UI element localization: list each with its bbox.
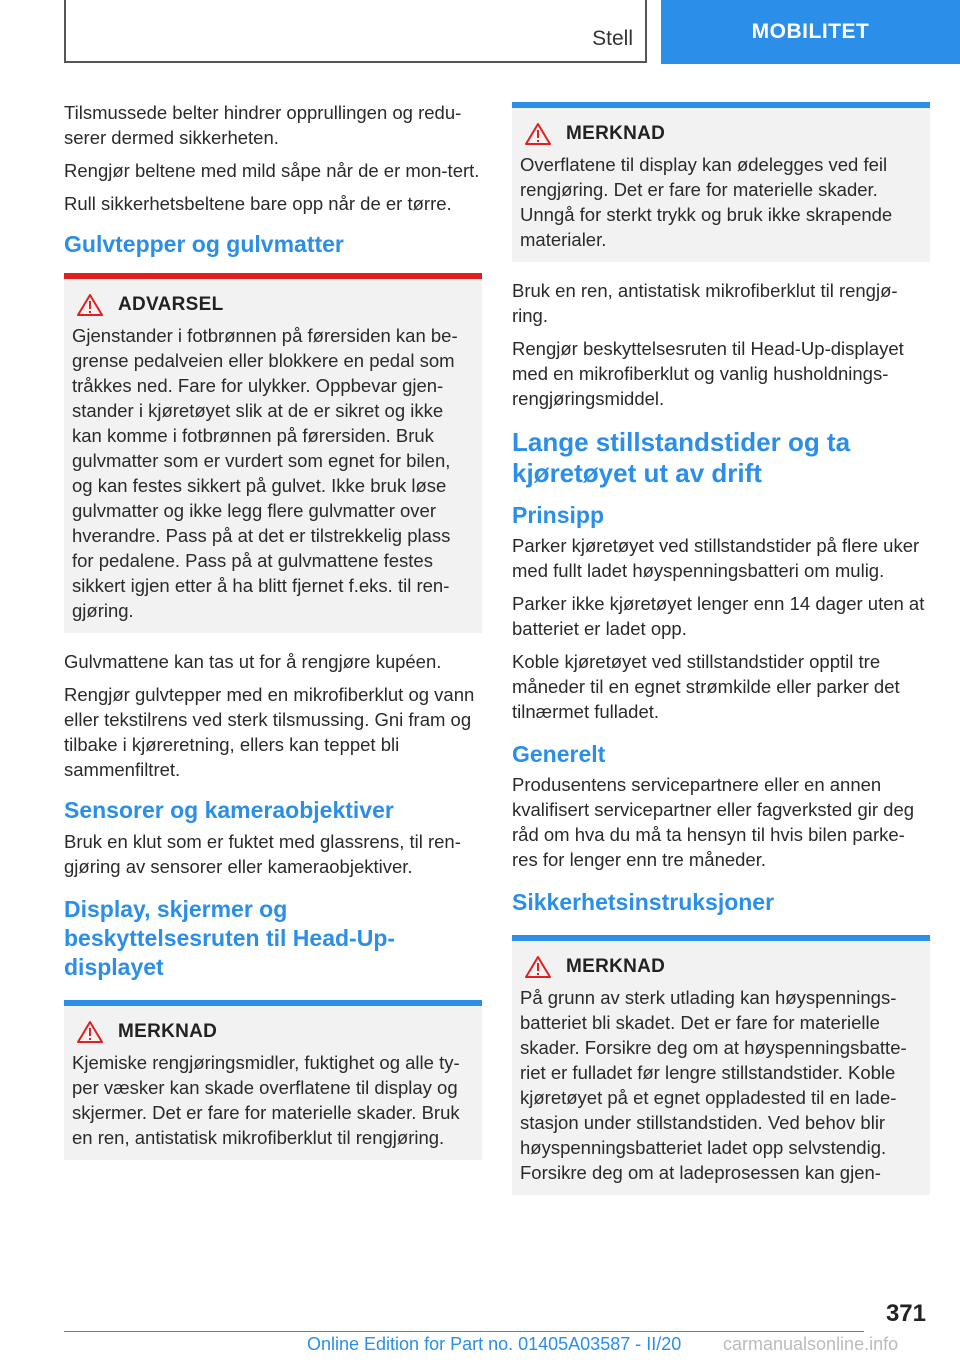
paragraph: Rengjør beskyttelsesruten til Head-Up-displayet med en mikrofiberklut og vanlig husholdnings-rengjøringsmiddel. — [512, 338, 904, 409]
page-number: 371 — [885, 1300, 926, 1327]
notice-title: MERKNAD — [566, 956, 666, 977]
notice-box — [64, 1000, 482, 1160]
heading-sikkerhetsinstruksjoner: Sikkerhetsinstruksjoner — [512, 889, 775, 915]
paragraph: Parker ikke kjøretøyet lenger enn 14 dager uten at batteriet er ladet opp. — [512, 593, 925, 639]
heading-prinsipp: Prinsipp — [512, 502, 605, 528]
notice-text: Kjemiske rengjøringsmidler, fuktighet og alle ty-per væsker kan skade overflatene til display og skjermer. Det er fare for materielle skader. Bruk en ren, antistatisk mikrofiberklut til rengjøring. — [72, 1052, 460, 1148]
heading-gulvtepper: Gulvtepper og gulvmatter — [64, 231, 344, 257]
edition-text: Online Edition for Part no. 01405A03587 - II/20 — [307, 1334, 682, 1354]
heading-generelt: Generelt — [512, 741, 606, 767]
paragraph: Rull sikkerhetsbeltene bare opp når de er tørre. — [64, 193, 452, 214]
paragraph: Rengjør gulvtepper med en mikrofiberklut og vann eller tekstilrens ved sterk tilsmussing. Gni fram og tilbake i kjøreretning, ellers kan teppet bli sammenfiltret. — [64, 684, 475, 780]
header-chapter-tab[interactable]: MOBILITET — [661, 0, 960, 64]
paragraph: Bruk en ren, antistatisk mikrofiberklut til rengjø-ring. — [512, 280, 898, 326]
heading-lange-stillstandstider: Lange stillstandstider og ta kjøretøyet ut av drift — [512, 427, 851, 488]
paragraph: Gulvmattene kan tas ut for å rengjøre kupéen. — [64, 651, 442, 672]
paragraph: Parker kjøretøyet ved stillstandstider på flere uker med fullt ladet høyspenningsbatteri om mulig. — [512, 535, 920, 581]
page-header — [0, 0, 960, 66]
notice-title: MERKNAD — [118, 1021, 218, 1042]
warning-title: ADVARSEL — [118, 294, 224, 315]
warning-triangle-icon — [76, 1020, 104, 1044]
right-column — [512, 102, 930, 1195]
footer-divider — [64, 1331, 864, 1332]
warning-box — [64, 273, 482, 633]
heading-sensorer: Sensorer og kameraobjektiver — [64, 797, 394, 823]
notice-box — [512, 102, 930, 262]
notice-text: Overflatene til display kan ødelegges ved feil rengjøring. Det er fare for materielle skader. Unngå for sterkt trykk og bruk ikke skrapende materialer. — [520, 154, 893, 250]
header-section-title: Stell — [592, 27, 633, 50]
paragraph: Tilsmussede belter hindrer opprullingen og redu-serer dermed sikkerheten. — [64, 102, 462, 148]
left-column — [64, 100, 482, 1176]
warning-triangle-icon — [76, 293, 104, 317]
notice-text: På grunn av sterk utlading kan høyspennings-batteriet bli skadet. Det er fare for materielle skader. Forsikre deg om at høyspenningsbatte-riet er fulladet før lengre stillstandstider. Koble kjøretøyet på et egnet oppladested til en lade-stasjon under stillstandstiden. Ved behov blir høyspenningsbatteriet ladet opp selvstendig. Forsikre deg om at ladeprosessen kan gjen- — [520, 987, 907, 1183]
warning-triangle-icon — [524, 122, 552, 146]
paragraph: Rengjør beltene med mild såpe når de er mon-tert. — [64, 160, 480, 181]
notice-title: MERKNAD — [566, 123, 666, 144]
notice-box — [512, 935, 930, 1195]
paragraph: Koble kjøretøyet ved stillstandstider opptil tre måneder til en egnet strømkilde eller parker det tilnærmet fulladet. — [512, 651, 900, 722]
paragraph: Produsentens servicepartnere eller en annen kvalifisert servicepartner eller fagverksted gir deg råd om hva du må ta hensyn til hvis bilen parke-res for lenger enn tre måneder. — [512, 774, 915, 870]
warning-triangle-icon — [524, 955, 552, 979]
heading-display: Display, skjermer og beskyttelsesruten til Head-Up-displayet — [64, 896, 396, 980]
header-section-box — [64, 0, 647, 63]
watermark-text: carmanualsonline.info — [723, 1334, 899, 1354]
paragraph: Bruk en klut som er fuktet med glassrens, til ren-gjøring av sensorer eller kameraobjektiver. — [64, 831, 461, 877]
warning-text: Gjenstander i fotbrønnen på førersiden kan be-grense pedalveien eller blokkere en pedal som tråkkes ned. Fare for ulykker. Oppbevar gjen-stander i kjøretøyet slik at de er sikret og ikke kan komme i fotbrønnen på førersiden. Bruk gulvmatter som er vurdert som egnet for bilen, og kan festes sikkert på gulvet. Ikke bruk løse gulvmatter og ikke legg flere gulvmatter over hverandre. Pass på at det er tilstrekkelig plass for pedalene. Pass på at gulvmattene festes sikkert igjen etter å ha blitt fjernet f.eks. til ren-gjøring. — [72, 325, 458, 621]
